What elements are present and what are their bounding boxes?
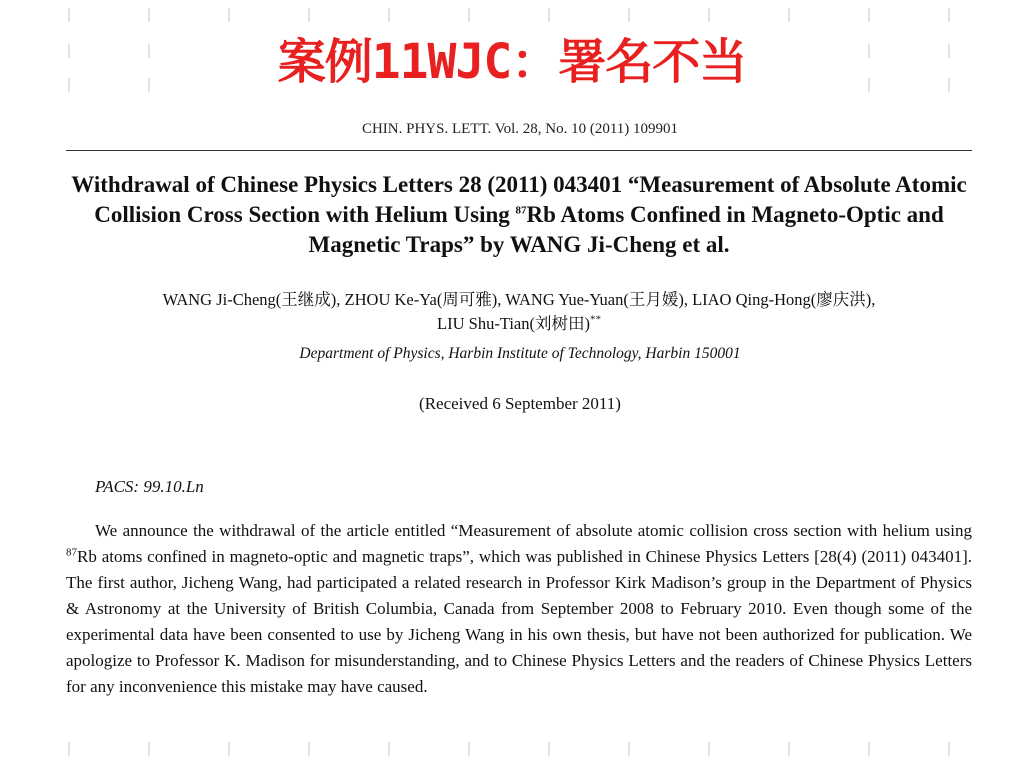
authors-line-2: [66, 312, 972, 336]
paper-title-part2: Rb Atoms Confined in Magneto-Optic and Magnetic Traps” by WANG Ji-Cheng et al.: [308, 202, 944, 257]
abstract-part1: We announce the withdrawal of the article entitled “Measurement of absolute atomic collision cross section with helium using: [95, 521, 972, 540]
authors-line-1: WANG Ji-Cheng(王继成), ZHOU Ke-Ya(周可雅), WANG Yue-Yuan(王月媛), LIAO Qing-Hong(廖庆洪),: [162, 290, 876, 309]
received-date: (Received 6 September 2011): [419, 394, 621, 413]
abstract-part2: Rb atoms confined in magneto-optic and magnetic traps”, which was published in Chinese Physics Letters [28(4) (2011) 043401]. The first author, Jicheng Wang, had participated a related research in Professor Kirk Madison’s group in the Department of Physics & Astronomy at the University of British Columbia, Canada from September 2008 to February 2010. Even though some of the experimental data have been consented to use by Jicheng Wang in his own thesis, but have not been authorized for publication. We apologize to Professor K. Madison for misunderstanding, and to Chinese Physics Letters and the readers of Chinese Physics Letters for any inconvenience this mistake may have caused.: [66, 547, 972, 696]
authors-line-2-text: LIU Shu-Tian(刘树田): [437, 314, 590, 333]
header-divider: [66, 150, 972, 151]
abstract-isotope: 87: [66, 546, 77, 559]
corresponding-author-mark: **: [589, 313, 601, 326]
paper-title-part1: Withdrawal of Chinese Physics Letters 28 (2011) 043401 “Measurement of Absolute Atomic Collision Cross Section with Helium Using: [71, 172, 967, 227]
journal-reference: CHIN. PHYS. LETT. Vol. 28, No. 10 (2011) 109901: [361, 121, 679, 137]
withdrawal-notice-body: [66, 518, 972, 700]
bottom-decorative-ticks: [0, 738, 1024, 768]
paper-title: [66, 170, 972, 260]
pacs-code: PACS: 99.10.Ln: [95, 477, 204, 496]
author-list: [66, 288, 972, 336]
slide-title: 案例11WJC：署名不当: [277, 34, 747, 90]
paper-title-isotope: 87: [515, 204, 527, 217]
affiliation: Department of Physics, Harbin Institute of Technology, Harbin 150001: [299, 345, 741, 362]
